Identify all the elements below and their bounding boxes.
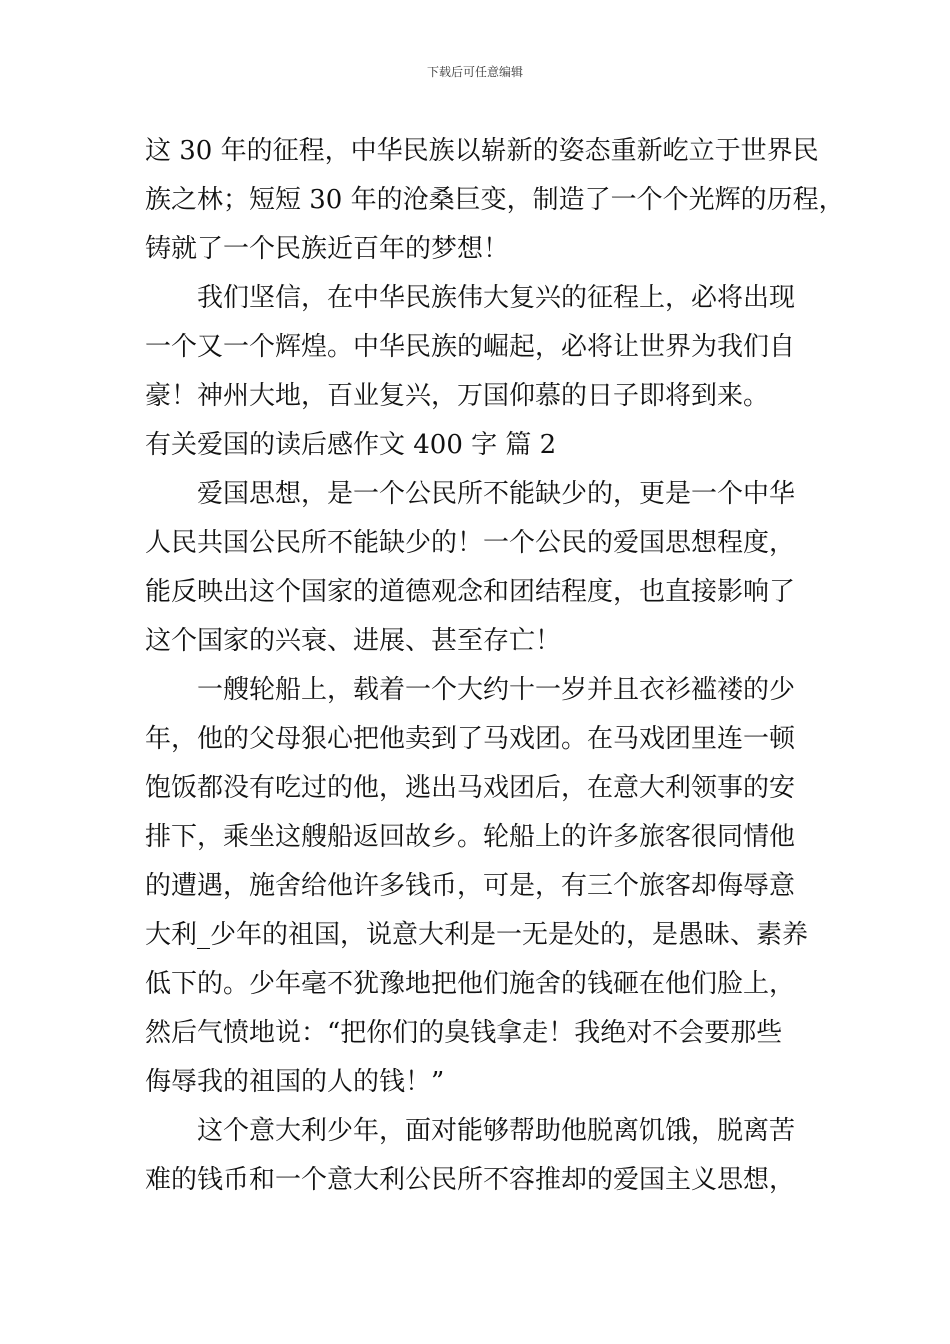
text-line: 然后气愤地说：“把你们的臭钱拿走！我绝对不会要那些 (145, 1018, 783, 1048)
text-line: 饱饭都没有吃过的他，逃出马戏团后，在意大利领事的安 (145, 773, 796, 803)
text-line: 年，他的父母狠心把他卖到了马戏团。在马戏团里连一顿 (145, 724, 796, 754)
text-line: 侮辱我的祖国的人的钱！” (145, 1067, 445, 1097)
text-line: 这个国家的兴衰、进展、甚至存亡！ (145, 626, 562, 656)
paragraph-start-line: 这个意大利少年，面对能够帮助他脱离饥饿，脱离苦 (197, 1116, 796, 1146)
text-line: 人民共国公民所不能缺少的！一个公民的爱国思想程度， (145, 528, 796, 558)
text-line: 这 30 年的征程，中华民族以崭新的姿态重新屹立于世界民 (145, 136, 819, 166)
text-line: 低下的。少年毫不犹豫地把他们施舍的钱砸在他们脸上， (145, 969, 796, 999)
text-line: 的遭遇，施舍给他许多钱币，可是，有三个旅客却侮辱意 (145, 871, 796, 901)
text-line: 一个又一个辉煌。中华民族的崛起，必将让世界为我们自 (145, 332, 796, 362)
text-line: 排下，乘坐这艘船返回故乡。轮船上的许多旅客很同情他 (145, 822, 796, 852)
text-line: 能反映出这个国家的道德观念和团结程度，也直接影响了 (145, 577, 796, 607)
paragraph-start-line: 爱国思想，是一个公民所不能缺少的，更是一个中华 (197, 479, 796, 509)
text-line: 难的钱币和一个意大利公民所不容推却的爱国主义思想， (145, 1165, 796, 1195)
page-header: 下载后可任意编辑 (426, 65, 523, 79)
text-line: 族之林；短短 30 年的沧桑巨变，制造了一个个光辉的历程， (145, 185, 845, 215)
paragraph-start-line: 一艘轮船上，载着一个大约十一岁并且衣衫褴褛的少 (197, 675, 796, 705)
text-line: 大利_少年的祖国，说意大利是一无是处的，是愚昧、素养 (145, 920, 809, 950)
document-body (145, 127, 845, 1205)
text-line: 豪！神州大地，百业复兴，万国仰慕的日子即将到来。 (145, 381, 770, 411)
section-heading: 有关爱国的读后感作文 400 字 篇 2 (145, 430, 557, 460)
text-line: 铸就了一个民族近百年的梦想！ (145, 234, 510, 264)
paragraph-start-line: 我们坚信，在中华民族伟大复兴的征程上，必将出现 (197, 283, 796, 313)
